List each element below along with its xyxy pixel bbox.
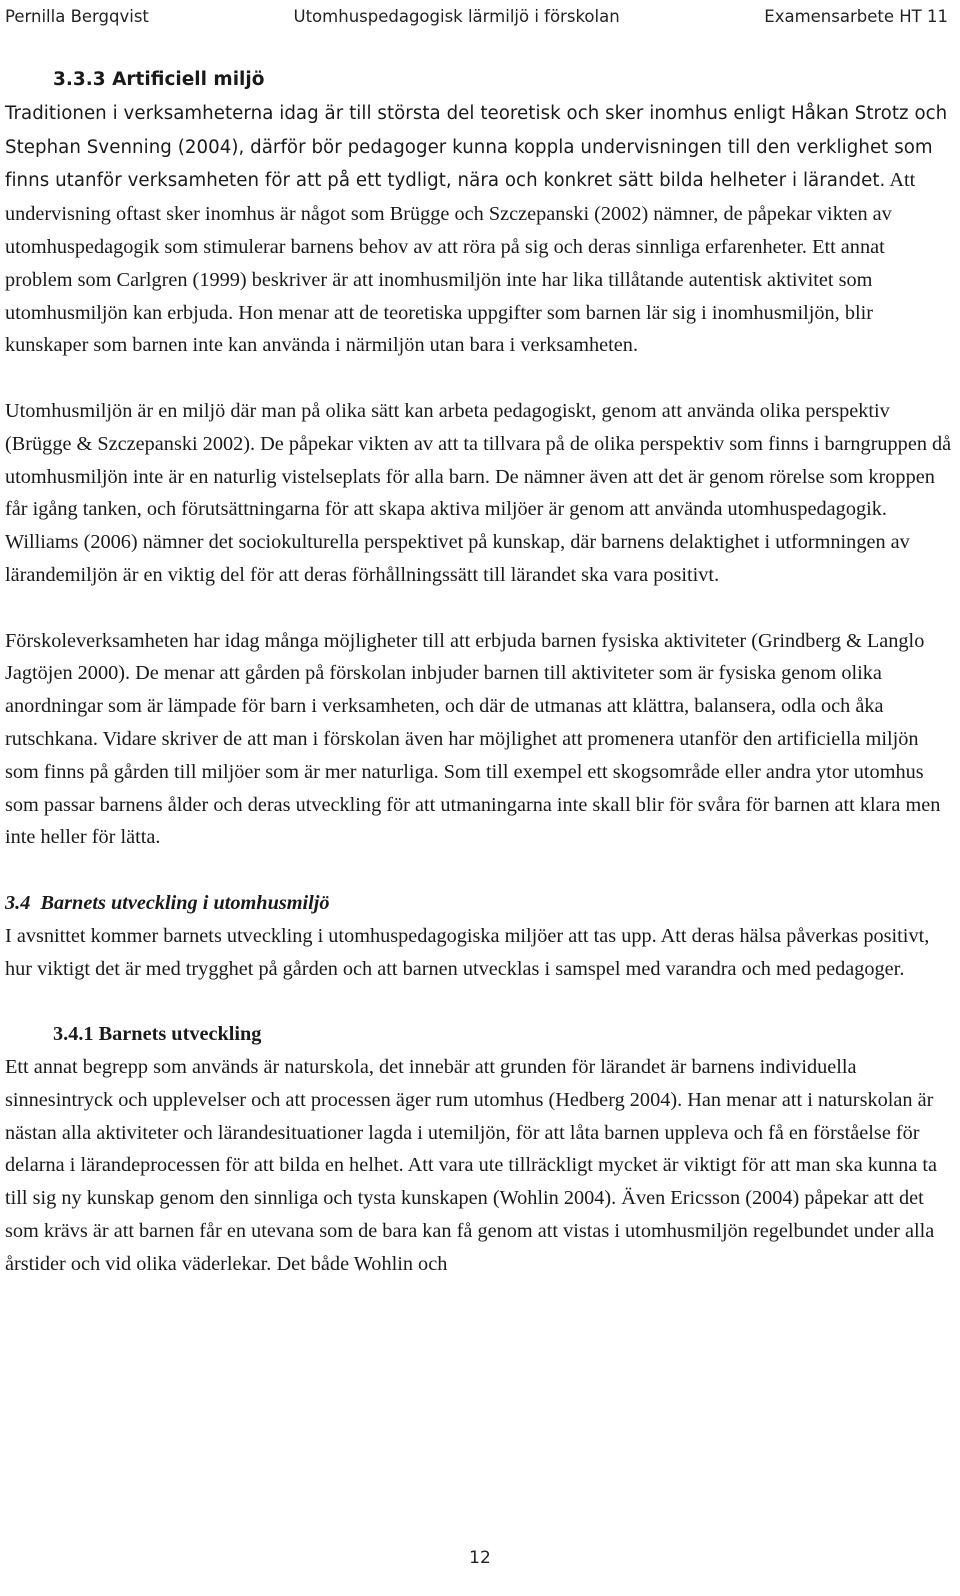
paragraph-sans-run: Traditionen i verksamheterna idag är till största del teoretisk och sker inomhus enligt Håkan Strotz och Stephan Svenning (2004), därför bör pedagoger kunna koppla undervisningen till den verklighet som finns utanför verksamheten för att på ett tydligt, nära och konkret sätt bilda helheter i lärandet.: [5, 102, 948, 192]
paragraph-spacer: [5, 985, 955, 1018]
paragraph-spacer: [5, 592, 955, 625]
header-author: Pernilla Bergqvist: [5, 7, 149, 26]
paragraph-serif-run: Att undervisning oftast sker inomhus är något som Brügge och Szczepanski (2002) nämner, de påpekar vikten av utomhuspedagogik som stimulerar barnens behov av att röra på sig och deras sinnliga erfarenheter.: [5, 169, 916, 258]
paragraph-serif-run-b: Ett annat problem som Carlgren (1999) beskriver är att inomhusmiljön inte har lika tillåtande autentisk aktivitet som utomhusmiljön kan erbjuda. Hon menar att de teoretiska uppgifter som barnen lär sig i inomhusmiljön, blir kunskaper som barnen inte kan använda i närmiljön utan bara i verksamheten.: [5, 235, 885, 357]
header-title: Utomhuspedagogisk lärmiljö i förskolan: [293, 7, 620, 26]
paragraph-3-3-3-1: [5, 97, 955, 362]
page-number: 12: [469, 1548, 491, 1568]
document-body: [5, 64, 955, 1280]
header-course: Examensarbete HT 11: [764, 7, 948, 26]
section-heading-3-3-3: 3.3.3 Artificiell miljö: [53, 69, 265, 90]
paragraph-3-3-3-2: Utomhusmiljön är en miljö där man på olika sätt kan arbeta pedagogiskt, genom att använda olika perspektiv (Brügge & Szczepanski 2002). De påpekar vikten av att ta tillvara på de olika perspektiv som finns i barngruppen då utomhusmiljön inte är en naturlig vistelseplats för alla barn. De nämner även att det är genom rörelse som kroppen får igång tanken, och förutsättningarna för att skapa aktiva miljöer är genom att använda utomhuspedagogik. Williams (2006) nämner det sociokulturella perspektivet på kunskap, där barnens delaktighet i utformningen av lärandemiljön är en viktig del för att deras förhållningssätt till lärandet ska vara positivt.: [5, 399, 952, 586]
paragraph-spacer: [5, 854, 955, 887]
paragraph-3-3-3-3: Förskoleverksamheten har idag många möjligheter till att erbjuda barnen fysiska aktiviteter (Grindberg & Langlo Jagtöjen 2000). De menar att gården på förskolan inbjuder barnen till aktiviteter som är fysiska genom olika anordningar som är lämpade för barn i verksamheten, och där de utmanas att klättra, balansera, odla och åka rutschkana. Vidare skriver de att man i förskolan även har möjlighet att promenera utanför den artificiella miljön som finns på gården till miljöer som är mer naturliga. Som till exempel ett skogsområde eller andra ytor utomhus som passar barnens ålder och deras utveckling för att utmaningarna inte skall blir för svåra för barnen att klara men inte heller för lätta.: [5, 629, 941, 849]
section-heading-3-4-1: 3.4.1 Barnets utveckling: [53, 1023, 262, 1046]
paragraph-3-4-1-1: Ett annat begrepp som används är naturskola, det innebär att grunden för lärandet är barnens individuella sinnesintryck och upplevelser och att processen äger rum utomhus (Hedberg 2004). Han menar att i naturskolan är nästan alla aktiviteter och lärandesituationer lagda i utemiljön, för att låta barnen uppleva och få en förståelse för delarna i lärandeprocessen för att bilda en helhet. Att vara ute tillräckligt mycket är viktigt för att man ska kunna ta till sig ny kunskap genom den sinnliga och tysta kunskapen (Wohlin 2004). Även Ericsson (2004) påpekar att det som krävs är att barnen får en utevana som de bara kan få genom att vistas i utomhusmiljön regelbundet under alla årstider och vid olika väderlekar. Det både Wohlin och: [5, 1055, 938, 1275]
section-number: 3.4: [5, 891, 31, 914]
paragraph-3-4-1: I avsnittet kommer barnets utveckling i utomhuspedagogiska miljöer att tas upp. Att deras hälsa påverkas positivt, hur viktigt det är med trygghet på gården och att barnen utvecklas i samspel med varandra och med pedagoger.: [5, 924, 930, 980]
section-heading-3-4: [5, 887, 955, 920]
section-title: Barnets utveckling i utomhusmiljö: [40, 891, 330, 914]
paragraph-spacer: [5, 362, 955, 395]
page-header: [5, 4, 948, 30]
